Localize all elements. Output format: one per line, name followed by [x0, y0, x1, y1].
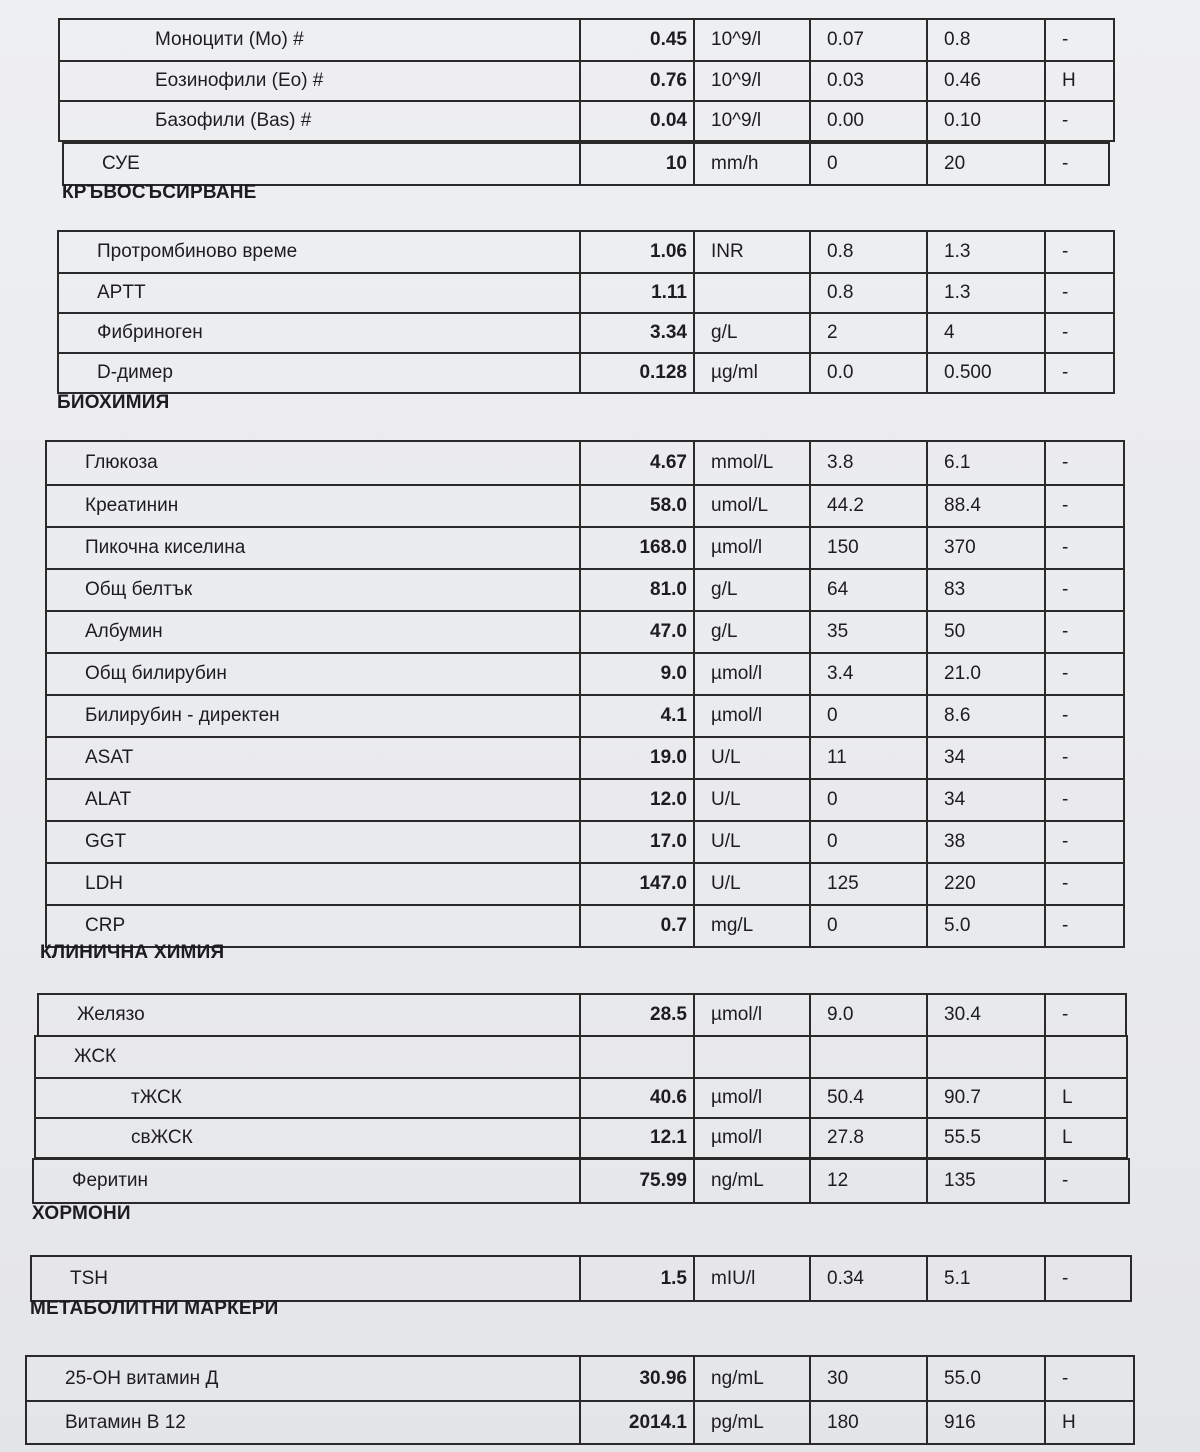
- reference-high-cell: 38: [926, 822, 1044, 862]
- table-row: [27, 1400, 1133, 1443]
- unit-cell: pg/mL: [693, 1402, 809, 1443]
- flag-cell: L: [1044, 1079, 1126, 1117]
- result-value-cell: 58.0: [579, 486, 693, 526]
- test-name-cell: Билирубин - директен: [85, 705, 280, 726]
- result-value-cell: 10: [579, 144, 693, 184]
- reference-high-cell: 83: [926, 570, 1044, 610]
- test-name-cell: Моноцити (Mo) #: [155, 29, 304, 50]
- table-row: [36, 1077, 1126, 1117]
- table-row: [60, 20, 1113, 60]
- flag-cell: -: [1044, 354, 1113, 392]
- reference-low-cell: 150: [809, 528, 926, 568]
- section-heading-hormones: ХОРМОНИ: [32, 1203, 131, 1224]
- test-name-cell: ЖСК: [74, 1046, 117, 1067]
- test-name-cell: ASAT: [85, 747, 134, 768]
- test-name-cell: APTT: [97, 282, 146, 303]
- result-value-cell: 17.0: [579, 822, 693, 862]
- flag-cell: -: [1044, 654, 1123, 694]
- table-row: [36, 1117, 1126, 1157]
- reference-high-cell: 88.4: [926, 486, 1044, 526]
- unit-cell: U/L: [693, 780, 809, 820]
- reference-high-cell: 4: [926, 314, 1044, 352]
- iron-table: [37, 993, 1127, 1037]
- reference-high-cell: 5.1: [926, 1257, 1044, 1300]
- reference-high-cell: 30.4: [926, 995, 1044, 1035]
- table-row: [47, 820, 1123, 862]
- result-value-cell: 1.11: [579, 274, 693, 312]
- flag-cell: -: [1044, 995, 1125, 1035]
- flag-cell: -: [1044, 232, 1113, 272]
- reference-low-cell: 0: [809, 906, 926, 946]
- table-row: [27, 1357, 1133, 1400]
- reference-low-cell: 0: [809, 780, 926, 820]
- flag-cell: -: [1044, 1257, 1130, 1300]
- reference-low-cell: 35: [809, 612, 926, 652]
- test-name-cell: тЖСК: [131, 1087, 182, 1108]
- reference-high-cell: 135: [926, 1160, 1044, 1202]
- reference-low-cell: 0: [809, 696, 926, 736]
- esr-table: [62, 142, 1110, 186]
- flag-cell: -: [1044, 612, 1123, 652]
- reference-high-cell: 50: [926, 612, 1044, 652]
- test-name-cell: СУЕ: [102, 153, 140, 174]
- reference-low-cell: 0: [809, 822, 926, 862]
- test-name-cell: Глюкоза: [85, 452, 158, 473]
- reference-low-cell: [809, 1037, 926, 1077]
- reference-high-cell: 55.5: [926, 1119, 1044, 1157]
- flag-cell: -: [1044, 906, 1123, 946]
- table-row: [47, 568, 1123, 610]
- unit-cell: INR: [693, 232, 809, 272]
- result-value-cell: 147.0: [579, 864, 693, 904]
- section-heading-clinical-chemistry: КЛИНИЧНА ХИМИЯ: [40, 942, 225, 963]
- result-value-cell: 0.128: [579, 354, 693, 392]
- coagulation-table: [57, 230, 1115, 394]
- unit-cell: ng/mL: [693, 1160, 809, 1202]
- unit-cell: 10^9/l: [693, 62, 809, 100]
- test-name-cell: GGT: [85, 831, 127, 852]
- result-value-cell: 4.1: [579, 696, 693, 736]
- test-name-cell: Пикочна киселина: [85, 537, 246, 558]
- blood-count-table: [58, 18, 1115, 142]
- test-name-cell: Желязо: [77, 1004, 145, 1025]
- test-name-cell: Общ билирубин: [85, 663, 227, 684]
- table-row: [47, 862, 1123, 904]
- unit-cell: [693, 274, 809, 312]
- reference-high-cell: 1.3: [926, 274, 1044, 312]
- test-name-cell: Общ белтък: [85, 579, 193, 600]
- hormones-table: [30, 1255, 1132, 1302]
- unit-cell: 10^9/l: [693, 102, 809, 140]
- flag-cell: -: [1044, 274, 1113, 312]
- reference-high-cell: 20: [926, 144, 1044, 184]
- result-value-cell: 1.06: [579, 232, 693, 272]
- flag-cell: -: [1044, 314, 1113, 352]
- test-name-cell: свЖСК: [131, 1127, 193, 1148]
- unit-cell: g/L: [693, 314, 809, 352]
- result-value-cell: 40.6: [579, 1079, 693, 1117]
- unit-cell: U/L: [693, 822, 809, 862]
- test-name-cell: Еозинофили (Eo) #: [155, 70, 324, 91]
- result-value-cell: 12.0: [579, 780, 693, 820]
- test-name-cell: Протромбиново време: [97, 241, 298, 262]
- reference-low-cell: 0.0: [809, 354, 926, 392]
- flag-cell: -: [1044, 780, 1123, 820]
- test-name-cell: Албумин: [85, 621, 163, 642]
- reference-low-cell: 180: [809, 1402, 926, 1443]
- unit-cell: µmol/l: [693, 696, 809, 736]
- table-row: [59, 232, 1113, 272]
- reference-low-cell: 125: [809, 864, 926, 904]
- reference-high-cell: 0.8: [926, 20, 1044, 60]
- reference-high-cell: 220: [926, 864, 1044, 904]
- flag-cell: -: [1044, 738, 1123, 778]
- reference-low-cell: 9.0: [809, 995, 926, 1035]
- table-row: [47, 694, 1123, 736]
- flag-cell: -: [1044, 570, 1123, 610]
- reference-high-cell: 0.10: [926, 102, 1044, 140]
- test-name-cell: TSH: [70, 1267, 108, 1289]
- table-row: [47, 442, 1123, 484]
- table-row: [47, 736, 1123, 778]
- reference-high-cell: 916: [926, 1402, 1044, 1443]
- result-value-cell: 12.1: [579, 1119, 693, 1157]
- result-value-cell: 4.67: [579, 442, 693, 484]
- reference-high-cell: 34: [926, 780, 1044, 820]
- reference-low-cell: 50.4: [809, 1079, 926, 1117]
- result-value-cell: 19.0: [579, 738, 693, 778]
- reference-high-cell: 8.6: [926, 696, 1044, 736]
- reference-high-cell: 1.3: [926, 232, 1044, 272]
- reference-high-cell: 0.46: [926, 62, 1044, 100]
- test-name-cell: Базофили (Bas) #: [155, 110, 312, 131]
- unit-cell: 10^9/l: [693, 20, 809, 60]
- table-row: [34, 1160, 1128, 1202]
- result-value-cell: 47.0: [579, 612, 693, 652]
- flag-cell: [1044, 1037, 1126, 1077]
- result-value-cell: 3.34: [579, 314, 693, 352]
- iron-binding-table: [34, 1035, 1128, 1159]
- test-name-cell: D-димер: [97, 362, 173, 383]
- result-value-cell: [579, 1037, 693, 1077]
- flag-cell: -: [1044, 20, 1113, 60]
- reference-low-cell: 11: [809, 738, 926, 778]
- result-value-cell: 0.45: [579, 20, 693, 60]
- unit-cell: µmol/l: [693, 1079, 809, 1117]
- reference-low-cell: 0.34: [809, 1257, 926, 1300]
- reference-low-cell: 12: [809, 1160, 926, 1202]
- result-value-cell: 0.04: [579, 102, 693, 140]
- section-heading-metabolic-markers: МЕТАБОЛИТНИ МАРКЕРИ: [30, 1298, 279, 1319]
- reference-low-cell: 3.4: [809, 654, 926, 694]
- reference-low-cell: 0.8: [809, 274, 926, 312]
- unit-cell: ng/mL: [693, 1357, 809, 1400]
- unit-cell: g/L: [693, 570, 809, 610]
- reference-low-cell: 44.2: [809, 486, 926, 526]
- reference-high-cell: [926, 1037, 1044, 1077]
- result-value-cell: 0.7: [579, 906, 693, 946]
- test-name-cell: ALAT: [85, 789, 132, 810]
- unit-cell: µmol/l: [693, 1119, 809, 1157]
- flag-cell: H: [1044, 1402, 1133, 1443]
- result-value-cell: 9.0: [579, 654, 693, 694]
- flag-cell: -: [1044, 144, 1108, 184]
- unit-cell: µmol/l: [693, 528, 809, 568]
- unit-cell: µg/ml: [693, 354, 809, 392]
- unit-cell: U/L: [693, 738, 809, 778]
- result-value-cell: 81.0: [579, 570, 693, 610]
- reference-low-cell: 27.8: [809, 1119, 926, 1157]
- flag-cell: -: [1044, 528, 1123, 568]
- table-row: [47, 904, 1123, 946]
- reference-high-cell: 90.7: [926, 1079, 1044, 1117]
- unit-cell: g/L: [693, 612, 809, 652]
- section-heading-coagulation: КРЪВОСЪСИРВАНЕ: [62, 182, 257, 203]
- table-row: [47, 526, 1123, 568]
- unit-cell: umol/L: [693, 486, 809, 526]
- test-name-cell: Фибриноген: [97, 322, 203, 343]
- unit-cell: mIU/l: [693, 1257, 809, 1300]
- reference-low-cell: 0: [809, 144, 926, 184]
- reference-low-cell: 0.07: [809, 20, 926, 60]
- table-row: [39, 995, 1125, 1035]
- reference-high-cell: 370: [926, 528, 1044, 568]
- table-row: [59, 312, 1113, 352]
- reference-low-cell: 0.00: [809, 102, 926, 140]
- table-row: [59, 352, 1113, 392]
- result-value-cell: 75.99: [579, 1160, 693, 1202]
- reference-high-cell: 55.0: [926, 1357, 1044, 1400]
- table-row: [47, 652, 1123, 694]
- reference-low-cell: 0.03: [809, 62, 926, 100]
- unit-cell: mmol/L: [693, 442, 809, 484]
- reference-high-cell: 6.1: [926, 442, 1044, 484]
- result-value-cell: 0.76: [579, 62, 693, 100]
- flag-cell: -: [1044, 442, 1123, 484]
- metabolic-markers-table: [25, 1355, 1135, 1445]
- flag-cell: -: [1044, 1357, 1133, 1400]
- flag-cell: H: [1044, 62, 1113, 100]
- biochemistry-table: [45, 440, 1125, 948]
- reference-low-cell: 3.8: [809, 442, 926, 484]
- flag-cell: -: [1044, 1160, 1128, 1202]
- test-name-cell: Феритин: [72, 1170, 148, 1191]
- flag-cell: -: [1044, 102, 1113, 140]
- flag-cell: L: [1044, 1119, 1126, 1157]
- reference-low-cell: 2: [809, 314, 926, 352]
- reference-high-cell: 5.0: [926, 906, 1044, 946]
- ferritin-table: [32, 1158, 1130, 1204]
- reference-low-cell: 30: [809, 1357, 926, 1400]
- test-name-cell: Креатинин: [85, 495, 179, 516]
- reference-low-cell: 64: [809, 570, 926, 610]
- flag-cell: -: [1044, 822, 1123, 862]
- result-value-cell: 28.5: [579, 995, 693, 1035]
- table-row: [64, 144, 1108, 184]
- table-row: [47, 610, 1123, 652]
- table-row: [47, 484, 1123, 526]
- table-row: [60, 60, 1113, 100]
- test-name-cell: Витамин B 12: [65, 1411, 186, 1433]
- table-row: [47, 778, 1123, 820]
- section-heading-biochemistry: БИОХИМИЯ: [57, 392, 170, 413]
- test-name-cell: 25-OH витамин Д: [65, 1367, 219, 1389]
- unit-cell: mg/L: [693, 906, 809, 946]
- reference-high-cell: 0.500: [926, 354, 1044, 392]
- unit-cell: U/L: [693, 864, 809, 904]
- reference-high-cell: 34: [926, 738, 1044, 778]
- flag-cell: -: [1044, 864, 1123, 904]
- result-value-cell: 30.96: [579, 1357, 693, 1400]
- result-value-cell: 2014.1: [579, 1402, 693, 1443]
- table-row: [59, 272, 1113, 312]
- test-name-cell: LDH: [85, 873, 124, 894]
- reference-high-cell: 21.0: [926, 654, 1044, 694]
- unit-cell: µmol/l: [693, 995, 809, 1035]
- test-name-cell: CRP: [85, 915, 126, 936]
- table-row: [60, 100, 1113, 140]
- unit-cell: µmol/l: [693, 654, 809, 694]
- table-row: [36, 1037, 1126, 1077]
- flag-cell: -: [1044, 696, 1123, 736]
- flag-cell: -: [1044, 486, 1123, 526]
- unit-cell: [693, 1037, 809, 1077]
- reference-low-cell: 0.8: [809, 232, 926, 272]
- result-value-cell: 1.5: [579, 1257, 693, 1300]
- unit-cell: mm/h: [693, 144, 809, 184]
- result-value-cell: 168.0: [579, 528, 693, 568]
- table-row: [32, 1257, 1130, 1300]
